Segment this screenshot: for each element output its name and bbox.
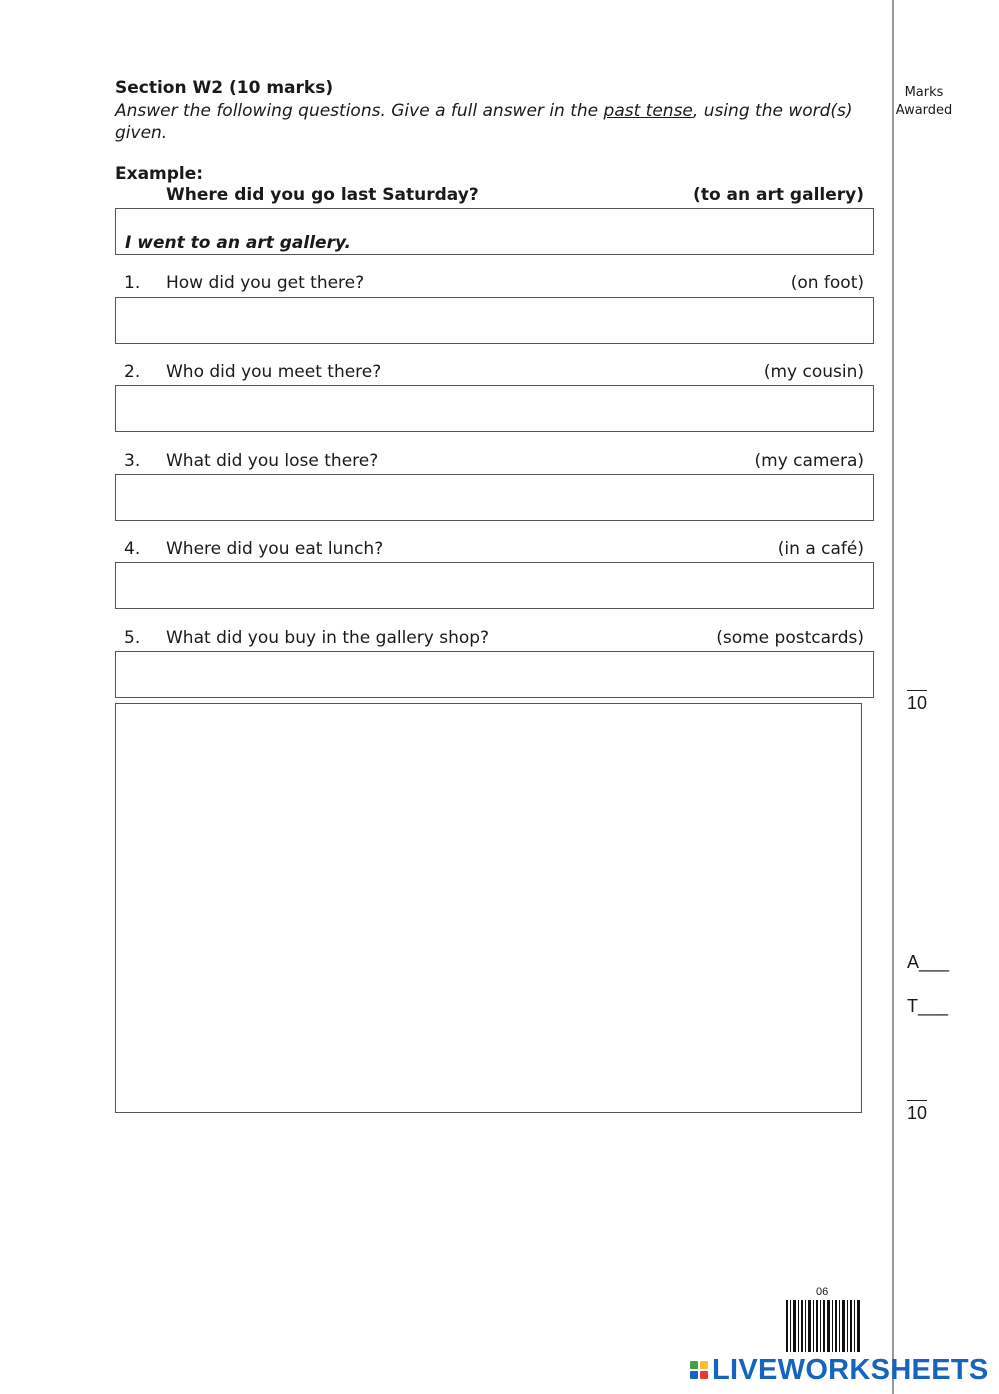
answer-box-4[interactable]: [115, 562, 874, 609]
question-row-4: [115, 539, 864, 561]
score-total-2-value: 10: [907, 1103, 928, 1123]
score-total-1-value: 10: [907, 693, 928, 713]
marks-label-line2: Awarded: [895, 103, 953, 118]
score-total-1: [907, 690, 927, 714]
instructions-part1: Answer the following questions. Give a full answer in the: [115, 101, 604, 121]
liveworksheets-logo: [690, 1353, 989, 1387]
question-text: What did you buy in the gallery shop?: [166, 628, 490, 648]
question-number: 3.: [124, 451, 141, 471]
instructions-underlined: past tense: [603, 101, 693, 121]
score-a: A___: [907, 952, 950, 972]
example-label: Example:: [115, 164, 204, 184]
instructions-part2: , using the word(s) given.: [115, 101, 853, 143]
score-total-2: [907, 1100, 927, 1124]
marks-label-line1: Marks: [904, 85, 944, 100]
question-text: What did you lose there?: [166, 451, 379, 471]
example-question: Where did you go last Saturday?: [166, 185, 479, 205]
question-number: 2.: [124, 362, 141, 382]
question-row-2: [115, 362, 864, 384]
example-question-row: [115, 185, 864, 207]
question-row-5: [115, 628, 864, 650]
question-number: 1.: [124, 273, 141, 293]
question-row-3: [115, 451, 864, 473]
section-title: Section W2 (10 marks): [115, 78, 334, 98]
logo-text: LIVEWORKSHEETS: [712, 1353, 989, 1386]
question-cue: (my camera): [754, 451, 864, 471]
example-answer-box: [115, 208, 874, 255]
question-cue: (on foot): [790, 273, 864, 293]
question-cue: (my cousin): [763, 362, 864, 382]
answer-box-5[interactable]: [115, 651, 874, 698]
question-number: 4.: [124, 539, 141, 559]
score-t: T___: [907, 996, 949, 1016]
page-code: 06: [816, 1286, 829, 1298]
instructions: [115, 100, 875, 144]
answer-box-1[interactable]: [115, 297, 874, 344]
example-cue: (to an art gallery): [693, 185, 864, 205]
writing-box[interactable]: [115, 703, 862, 1113]
question-text: Where did you eat lunch?: [166, 539, 384, 559]
question-cue: (some postcards): [716, 628, 864, 648]
barcode-icon: [786, 1300, 862, 1352]
question-number: 5.: [124, 628, 141, 648]
question-row-1: [115, 273, 864, 295]
answer-box-3[interactable]: [115, 474, 874, 521]
answer-box-2[interactable]: [115, 385, 874, 432]
logo-blocks-icon: [690, 1361, 708, 1379]
question-cue: (in a café): [777, 539, 864, 559]
right-margin-line: [892, 0, 894, 1394]
marks-awarded-label: [895, 84, 953, 120]
question-text: How did you get there?: [166, 273, 365, 293]
example-answer: I went to an art gallery.: [125, 233, 351, 253]
question-text: Who did you meet there?: [166, 362, 382, 382]
